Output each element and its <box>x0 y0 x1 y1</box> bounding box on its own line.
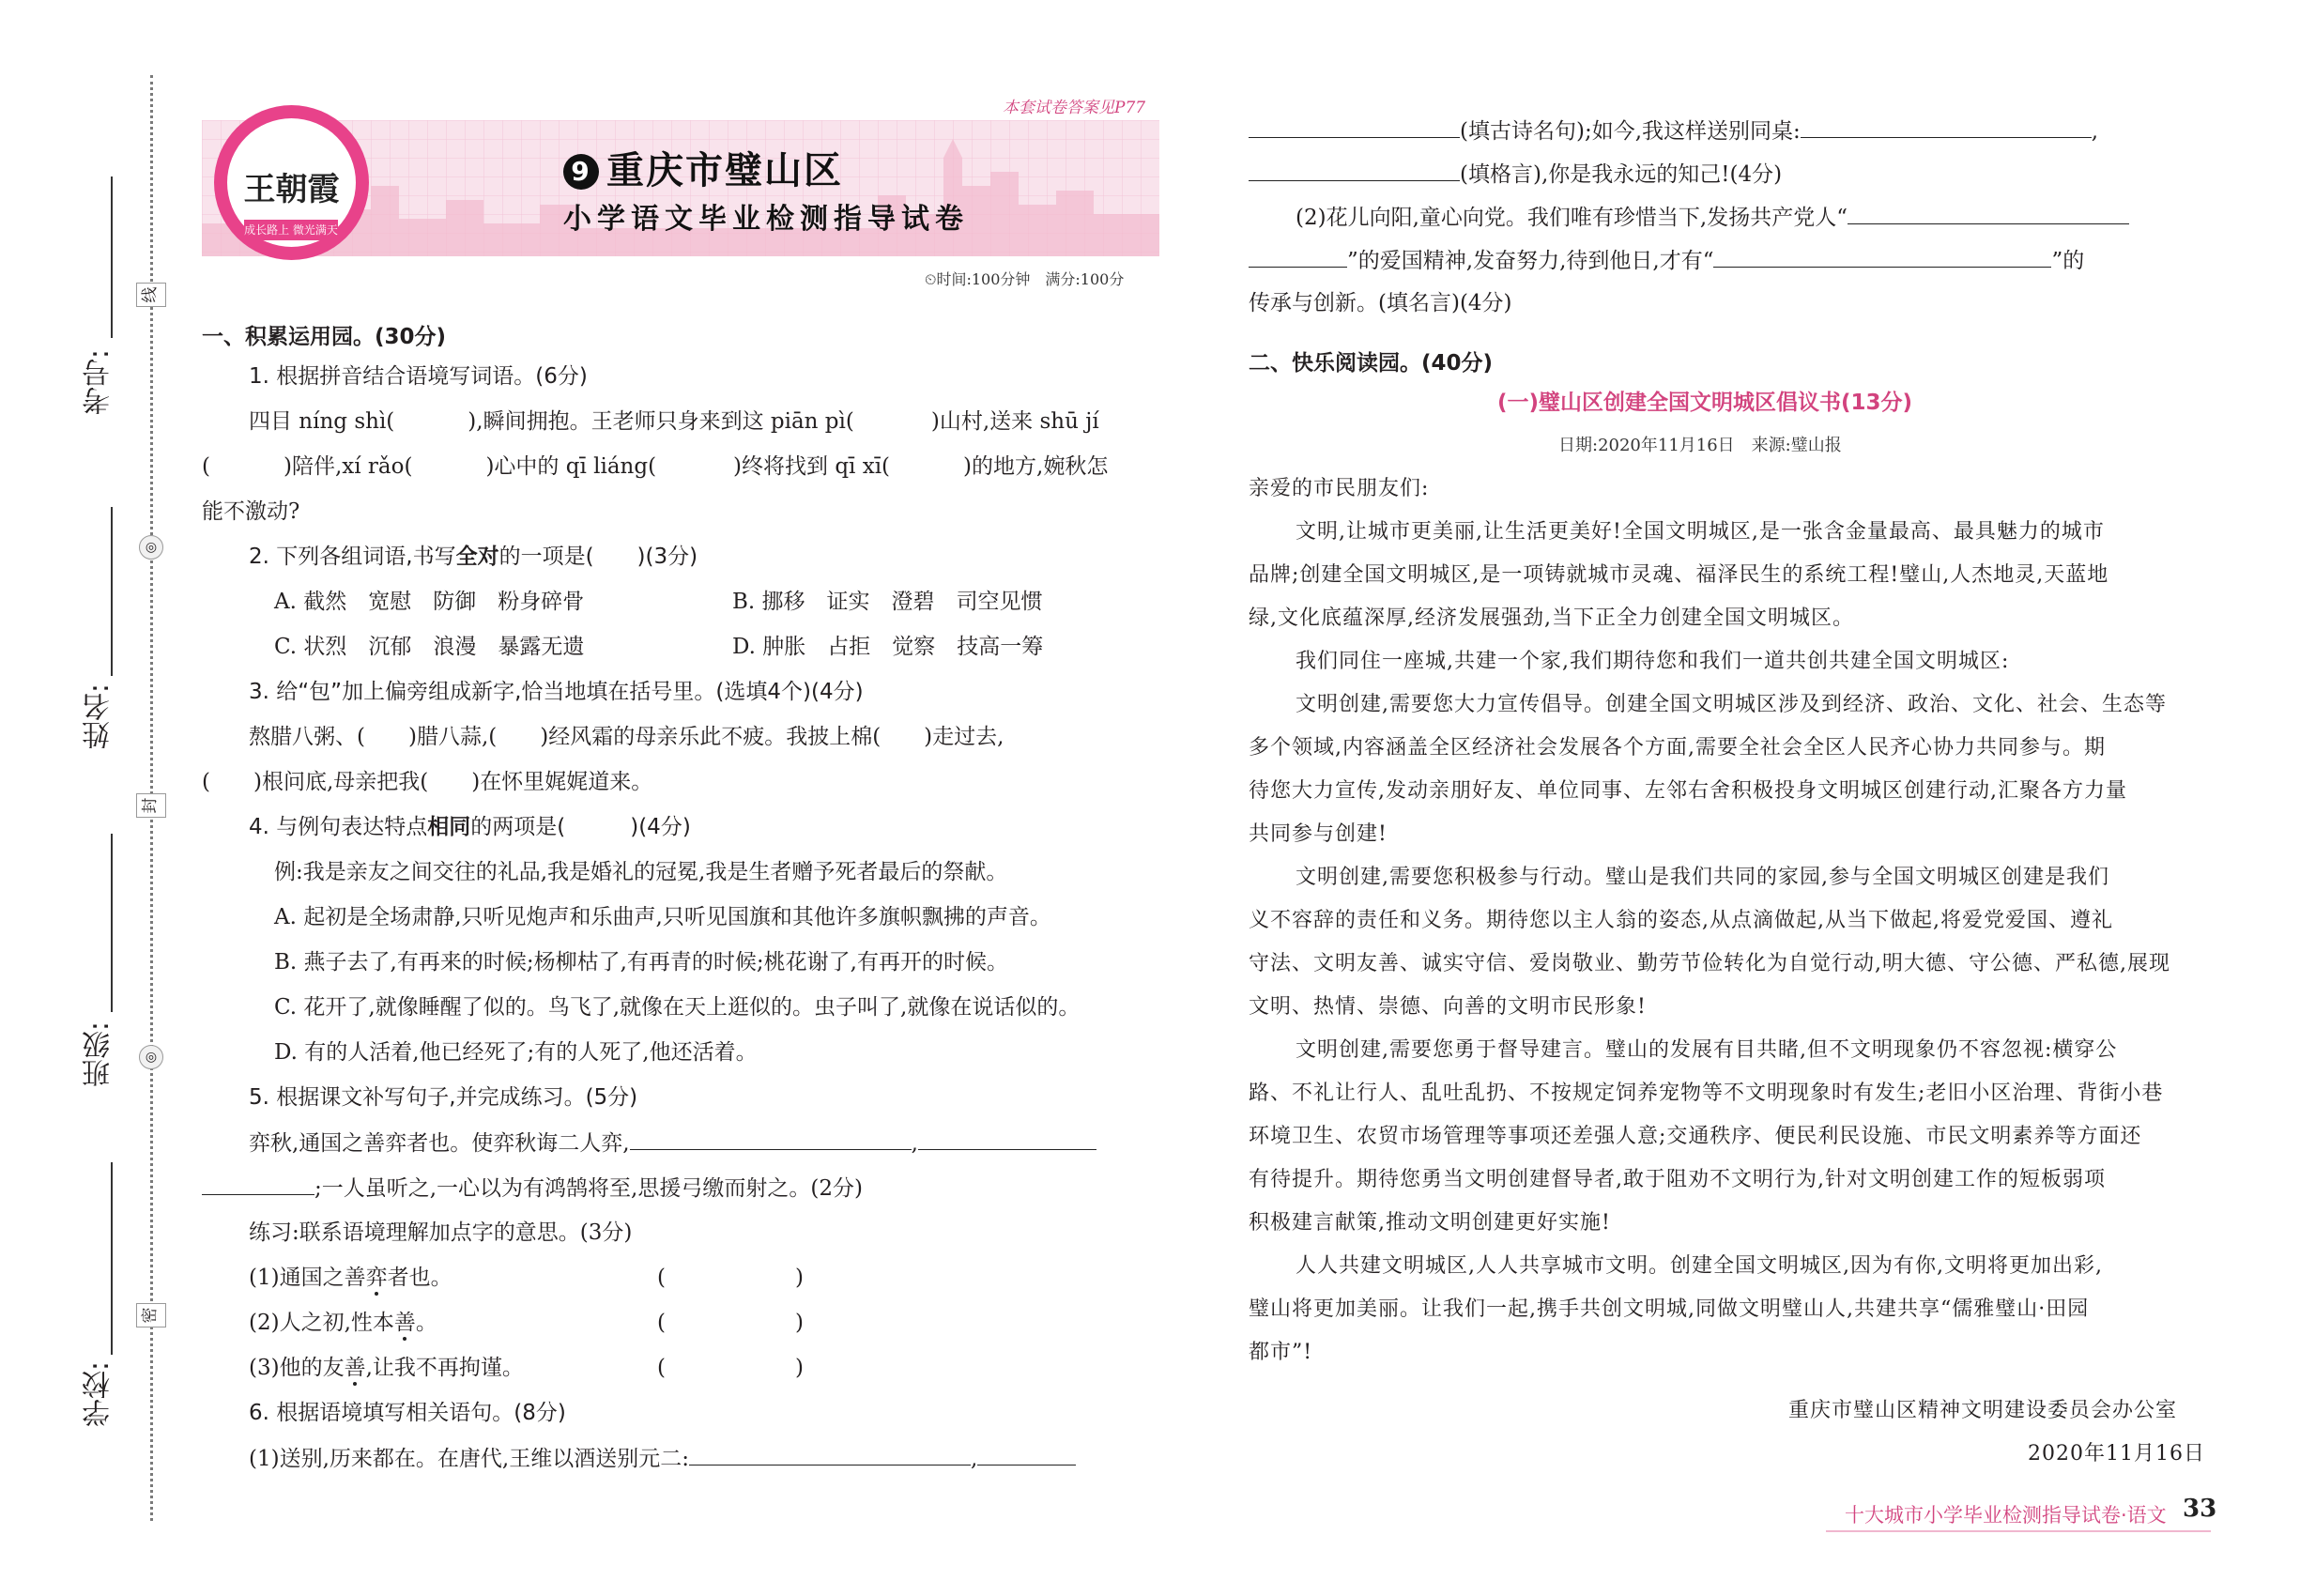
cut-char-line: 线 <box>136 283 166 307</box>
q4-example: 例:我是亲友之间交往的礼品,我是婚礼的冠冕,我是生者赠予死者最后的祭献。 <box>274 860 1008 884</box>
q2-prompt: 2. 下列各组词语,书写全对的一项是( )(3分) <box>249 545 698 569</box>
q5-practice-2: (2)人之初,性本善。 <box>249 1311 437 1335</box>
section-2-heading: 二、快乐阅读园。(40分) <box>1249 351 1494 376</box>
q1-line-3: 能不激动? <box>202 499 300 524</box>
answer-blank[interactable] <box>202 1174 314 1195</box>
answer-blank[interactable] <box>977 1444 1076 1466</box>
answer-blank[interactable] <box>1249 246 1347 268</box>
q4-option-d: D. 有的人活着,他已经死了;有的人死了,他还活着。 <box>274 1040 758 1065</box>
answer-blank[interactable] <box>1801 116 2092 138</box>
answer-blank[interactable] <box>1848 203 2129 224</box>
paper-title-text: 重庆市璧山区 <box>606 149 843 192</box>
article-p6-l1: 人人共建文明城区,人人共享城市文明。创建全国文明城区,因为有你,文明将更加出彩, <box>1296 1254 2103 1278</box>
class-line <box>111 834 113 1012</box>
article-p1-l1: 文明,让城市更美丽,让生活更美好!全国文明城区,是一张含金量最高、最具魅力的城市 <box>1296 520 2105 544</box>
article-p5-l5: 积极建言献策,推动文明创建更好实施! <box>1249 1211 1611 1235</box>
article-p4-l1: 文明创建,需要您积极参与行动。璧山是我们共同的家园,参与全国文明城区创建是我们 <box>1296 866 2109 889</box>
answer-blank[interactable] <box>689 1444 971 1466</box>
footer-series: 十大城市小学毕业检测指导试卷·语文 <box>1845 1504 2167 1527</box>
brand-ribbon: 成长路上 微光满天 <box>244 220 338 240</box>
footer-rule <box>1826 1530 2211 1532</box>
name-line <box>111 507 113 676</box>
q5-practice: 练习:联系语境理解加点字的意思。(3分) <box>249 1220 633 1245</box>
answer-blank[interactable] <box>630 1128 912 1150</box>
q5-answer-paren-1[interactable]: ( ) <box>657 1266 804 1290</box>
school-label: 学校: <box>83 1361 115 1428</box>
paper-subtitle: 小学语文毕业检测指导试卷 <box>563 203 969 236</box>
answer-blank[interactable] <box>918 1128 1096 1150</box>
section-1-heading: 一、积累运用园。(30分) <box>202 325 447 349</box>
article-title: (一)璧山区创建全国文明城区倡议书(13分) <box>1497 391 1913 415</box>
q1-prompt: 1. 根据拼音结合语境写词语。(6分) <box>249 364 588 389</box>
q5-prompt: 5. 根据课文补写句子,并完成练习。(5分) <box>249 1085 638 1110</box>
q6-line-3: (填格言),你是我永远的知己!(4分) <box>1249 160 1782 189</box>
page-number: 33 <box>2183 1495 2217 1523</box>
article-p1-l3: 绿,文化底蕴深厚,经济发展强劲,当下正全力创建全国文明城区。 <box>1249 606 1854 630</box>
q4-option-a: A. 起初是全场肃静,只听见炮声和乐曲声,只听见国旗和其他许多旗帜飘拂的声音。 <box>274 905 1051 929</box>
article-p4-l3: 守法、文明友善、诚实守信、爱岗敬业、勤劳节俭转化为自觉行动,明大德、守公德、严私德,展现 <box>1249 952 2170 975</box>
article-meta: 日期:2020年11月16日 来源:璧山报 <box>1558 436 1842 455</box>
answer-blank[interactable] <box>1713 246 2051 268</box>
article-p6-l3: 都市”! <box>1249 1341 1313 1364</box>
q4-prompt: 4. 与例句表达特点相同的两项是( )(4分) <box>249 815 691 839</box>
time-score-info: ⏲时间:100分钟 满分:100分 <box>925 270 1125 288</box>
exam-number-label: 考号: <box>83 349 115 416</box>
q2-option-a: A. 截然 宽慰 防御 粉身碎骨 <box>274 590 585 614</box>
q5-answer-paren-3[interactable]: ( ) <box>657 1356 804 1380</box>
q6-line-6: 传承与创新。(填名言)(4分) <box>1249 291 1512 315</box>
q3-line-1: 熬腊八粥、( )腊八蒜,( )经风霜的母亲乐此不疲。我披上棉( )走过去, <box>249 725 1004 749</box>
article-p3-l2: 多个领域,内容涵盖全区经济社会发展各个方面,需要全社会全区人民齐心协力共同参与。期 <box>1249 736 2106 760</box>
brand-name: 王朝霞 <box>243 171 340 208</box>
paper-number-badge: 9 <box>563 154 599 190</box>
article-p1-l2: 品牌;创建全国文明城区,是一项铸就城市灵魂、福泽民生的系统工程!璧山,人杰地灵,天蓝地 <box>1249 563 2109 587</box>
exam-number-line <box>111 176 113 338</box>
q1-line-2: ( )陪伴,xí rǎo( )心中的 qī liáng( )终将找到 qī xī( )的地方,婉秋怎 <box>202 454 1109 479</box>
answer-blank[interactable] <box>1249 160 1460 181</box>
q5-line-1: 弈秋,通国之善弈者也。使弈秋诲二人弈, , <box>249 1128 1096 1158</box>
article-p3-l1: 文明创建,需要您大力宣传倡导。创建全国文明城区涉及到经济、政治、文化、社会、生态等 <box>1296 693 2167 716</box>
binding-hole-icon: ◎ <box>139 1045 163 1069</box>
article-p4-l4: 文明、热情、崇德、向善的文明市民形象! <box>1249 995 1647 1019</box>
q5-practice-3: (3)他的友善,让我不再拘谨。 <box>249 1356 524 1380</box>
answer-blank[interactable] <box>1249 116 1460 138</box>
answer-reference: 本套试卷答案见P77 <box>1003 99 1146 117</box>
article-date: 2020年11月16日 <box>2028 1442 2205 1466</box>
article-p5-l3: 环境卫生、农贸市场管理等事项还差强人意;交通秩序、便民利民设施、市民文明素养等方面还 <box>1249 1125 2142 1148</box>
q6-line-2: (填古诗名句);如今,我这样送别同桌: , <box>1249 116 2098 146</box>
binding-hole-icon: ◎ <box>139 535 163 560</box>
paper-title <box>563 141 843 194</box>
name-label: 姓名: <box>83 683 115 750</box>
article-p5-l1: 文明创建,需要您勇于督导建言。璧山的发展有目共睹,但不文明现象仍不容忽视:横穿公 <box>1296 1038 2118 1062</box>
article-p3-l3: 待您大力宣传,发动亲朋好友、单位同事、左邻右舍积极投身文明城区创建行动,汇聚各方力量 <box>1249 779 2127 803</box>
brand-logo <box>214 105 369 260</box>
q3-line-2: ( )根问底,母亲把我( )在怀里娓娓道来。 <box>202 770 653 794</box>
article-greeting: 亲爱的市民朋友们: <box>1249 477 1430 500</box>
article-p5-l4: 有待提升。期待您勇当文明创建督导者,敢于阻劝不文明行为,针对文明创建工作的短板弱项 <box>1249 1168 2106 1191</box>
q6-line-5: ”的爱国精神,发奋努力,待到他日,才有“ ”的 <box>1249 246 2084 275</box>
q4-option-b: B. 燕子去了,有再来的时候;杨柳枯了,有再青的时候;桃花谢了,有再开的时候。 <box>274 950 1008 974</box>
article-p2: 我们同住一座城,共建一个家,我们期待您和我们一道共创共建全国文明城区: <box>1296 650 2010 673</box>
q6-line-1: (1)送别,历来都在。在唐代,王维以酒送别元二: , <box>249 1444 1076 1473</box>
q5-line-2: ;一人虽听之,一心以为有鸿鹄将至,思援弓缴而射之。(2分) <box>202 1174 863 1203</box>
article-signature: 重庆市璧山区精神文明建设委员会办公室 <box>1788 1399 2178 1422</box>
q1-line-1: 四目 níng shì( ),瞬间拥抱。王老师只身来到这 piān pì( )山村,送来 shū jí <box>249 409 1099 434</box>
q6-line-4: (2)花儿向阳,童心向党。我们唯有珍惜当下,发扬共产党人“ <box>1296 203 2129 232</box>
q5-practice-1: (1)通国之善弈者也。 <box>249 1266 452 1290</box>
q2-option-b: B. 挪移 证实 澄碧 司空见惯 <box>732 590 1043 614</box>
q6-prompt: 6. 根据语境填写相关语句。(8分) <box>249 1401 566 1425</box>
article-p6-l2: 璧山将更加美丽。让我们一起,携手共创文明城,同做文明璧山人,共建共享“儒雅璧山·田园 <box>1249 1297 2090 1321</box>
q2-option-c: C. 状烈 沉郁 浪漫 暴露无遗 <box>274 635 585 659</box>
cut-char-seal: 封 <box>136 793 166 818</box>
school-line <box>111 1162 113 1355</box>
q2-option-d: D. 肿胀 占拒 觉察 技高一筹 <box>732 635 1044 659</box>
class-label: 班级: <box>83 1021 115 1088</box>
q5-answer-paren-2[interactable]: ( ) <box>657 1311 804 1335</box>
q4-option-c: C. 花开了,就像睡醒了似的。鸟飞了,就像在天上逛似的。虫子叫了,就像在说话似的。 <box>274 995 1081 1020</box>
cut-char-secret: 密 <box>136 1303 166 1327</box>
article-p5-l2: 路、不礼让行人、乱吐乱扔、不按规定饲养宠物等不文明现象时有发生;老旧小区治理、背街小巷 <box>1249 1082 2164 1105</box>
clock-icon: ⏲ <box>925 270 937 288</box>
q3-prompt: 3. 给“包”加上偏旁组成新字,恰当地填在括号里。(选填4个)(4分) <box>249 680 864 704</box>
article-p3-l4: 共同参与创建! <box>1249 822 1388 846</box>
article-p4-l2: 义不容辞的责任和义务。期待您以主人翁的姿态,从点滴做起,从当下做起,将爱党爱国、遵礼 <box>1249 909 2113 932</box>
